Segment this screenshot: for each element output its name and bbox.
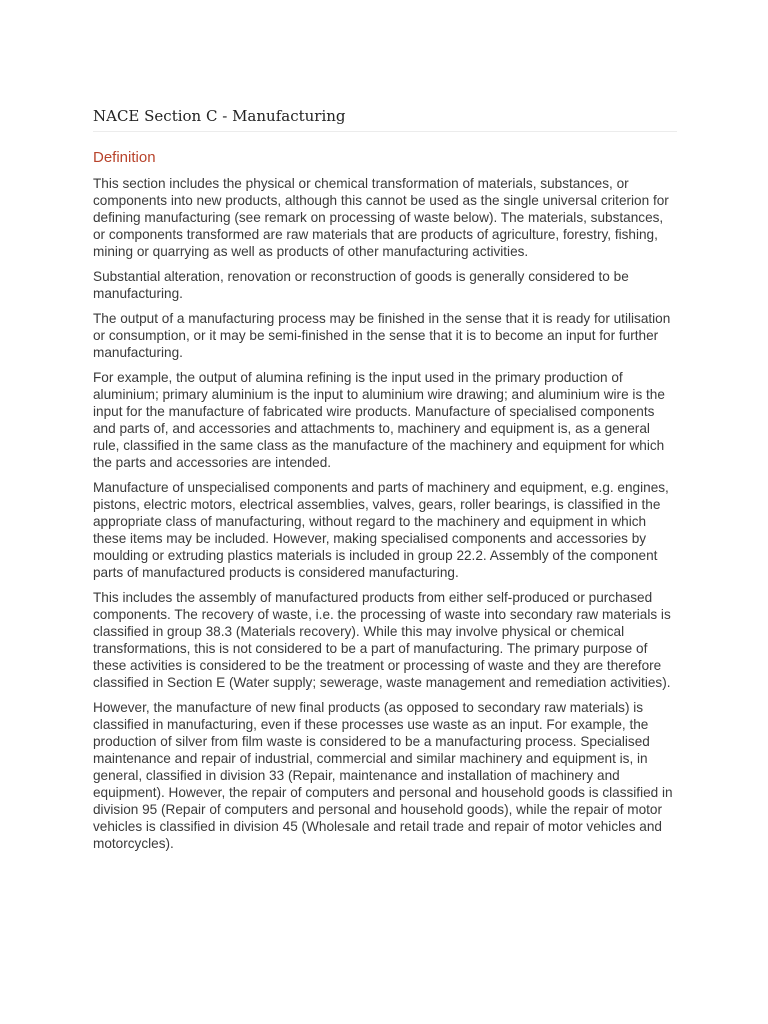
paragraph-5: Manufacture of unspecialised components and parts of machinery and equipment, e.g. engines, pistons, electric motors, electrical assemblies, valves, gears, roller bearings, is classified in the appropriate class of manufacturing, without regard to the machinery and equipment in which these items may be included. However, making specialised components and accessories by moulding or extruding plastics materials is included in group 22.2. Assembly of the component parts of manufactured products is considered manufacturing.	[93, 480, 669, 580]
paragraph-4: For example, the output of alumina refining is the input used in the primary production of aluminium; primary aluminium is the input to aluminium wire drawing; and aluminium wire is the input for the manufacture of fabricated wire products. Manufacture of specialised components and parts of, and accessories and attachments to, machinery and equipment is, as a general rule, classified in the same class as the manufacture of the machinery and equipment for which the parts and accessories are intended.	[93, 370, 665, 470]
page-title: NACE Section C - Manufacturing	[93, 106, 677, 132]
paragraph-3: The output of a manufacturing process may be finished in the sense that it is ready for utilisation or consumption, or it may be semi-finished in the sense that it is to become an input for further manufacturing.	[93, 311, 671, 360]
document-page	[93, 106, 677, 860]
paragraph-1: This section includes the physical or chemical transformation of materials, substances, or components into new products, although this cannot be used as the single universal criterion for defining manufacturing (see remark on processing of waste below). The materials, substances, or components transformed are raw materials that are products of agriculture, forestry, fishing, mining or quarrying as well as products of other manufacturing activities.	[93, 176, 669, 259]
paragraph-7: However, the manufacture of new final products (as opposed to secondary raw materials) is classified in manufacturing, even if these processes use waste as an input. For example, the production of silver from film waste is considered to be a manufacturing process. Specialised maintenance and repair of industrial, commercial and similar machinery and equipment is, in general, classified in division 33 (Repair, maintenance and installation of machinery and equipment). However, the repair of computers and personal and household goods is classified in division 95 (Repair of computers and personal and household goods), while the repair of motor vehicles is classified in division 45 (Wholesale and retail trade and repair of motor vehicles and motorcycles).	[93, 700, 673, 851]
paragraph-2: Substantial alteration, renovation or reconstruction of goods is generally considered to be manufacturing.	[93, 269, 629, 301]
paragraph-6: This includes the assembly of manufactured products from either self-produced or purchased components. The recovery of waste, i.e. the processing of waste into secondary raw materials is classified in group 38.3 (Materials recovery). While this may involve physical or chemical transformations, this is not considered to be a part of manufacturing. The primary purpose of these activities is considered to be the treatment or processing of waste and they are therefore classified in Section E (Water supply; sewerage, waste management and remediation activities).	[93, 590, 671, 690]
section-heading-definition: Definition	[93, 149, 156, 166]
